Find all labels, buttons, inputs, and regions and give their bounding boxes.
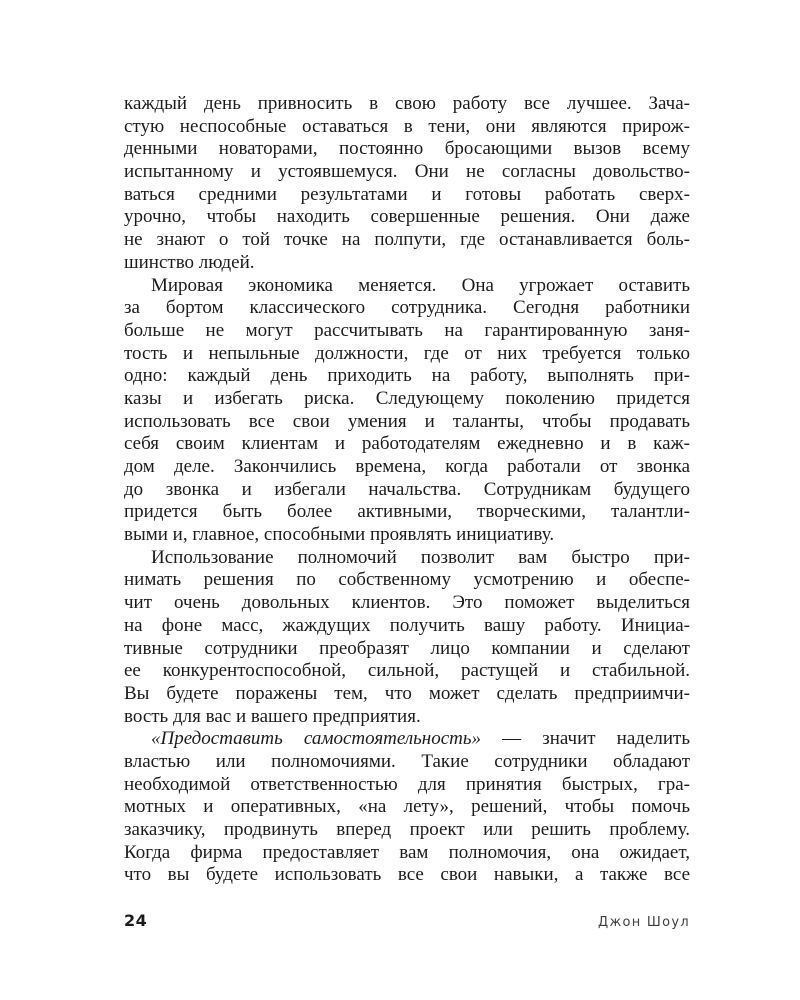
text-line: Мировая экономика меняется. Она угрожает оставить — [151, 274, 690, 296]
text-line: урочно, чтобы находить совершенные решения. Они даже — [124, 206, 690, 228]
text-line: заказчику, продвинуть вперед проект или решить проблему. — [124, 819, 690, 840]
text-block — [124, 93, 690, 887]
text-line: больше не могут рассчитывать на гарантированную заня- — [124, 319, 690, 341]
text-line: придется быть более активными, творческими, талантли- — [124, 501, 690, 523]
text-line: выми и, главное, способными проявлять инициативу. — [124, 524, 555, 546]
text-line: Вы будете поражены тем, что может сделать предприимчи- — [124, 682, 690, 704]
text-line: стую неспособные оставаться в тени, они являются прирож- — [124, 115, 690, 137]
text-line: необходимой ответственностью для принятия быстрых, гра- — [124, 773, 690, 795]
text-line: на фоне масс, жаждущих получить вашу работу. Инициа- — [124, 614, 690, 636]
page-number: 24 — [124, 911, 148, 930]
text-line: мотных и оперативных, «на лету», решений, чтобы помочь — [124, 796, 690, 818]
text-line: шинство людей. — [124, 251, 255, 273]
text-line: Когда фирма предоставляет вам полномочия, она ожидает, — [124, 841, 690, 863]
text-line: властью или полномочиями. Такие сотрудники обладают — [124, 750, 690, 772]
running-title-author: Джон Шоул — [597, 915, 690, 930]
text-segment: — значит наделить — [481, 728, 690, 750]
text-line: что вы будете использовать все свои навыки, а также все — [124, 864, 690, 886]
text-line: использовать все свои умения и таланты, чтобы продавать — [124, 410, 690, 432]
text-line: тивные сотрудники преобразят лицо компании и сделают — [124, 637, 690, 659]
text-line: за бортом классического сотрудника. Сегодня работники — [124, 297, 690, 319]
page-footer — [124, 911, 690, 930]
text-line: себя своим клиентам и работодателям ежедневно и в каж- — [124, 433, 690, 455]
text-line: дом деле. Закончились времена, когда работали от звонка — [124, 456, 690, 477]
text-line: нимать решения по собственному усмотрению и обеспе- — [124, 569, 690, 591]
paragraph — [124, 275, 690, 547]
text-line: тость и непыльные должности, где от них требуется только — [124, 342, 690, 364]
text-line: не знают о той точке на полпути, где останавливается боль- — [124, 229, 690, 251]
text-line: вость для вас и вашего предприятия. — [124, 705, 421, 727]
text-line — [124, 728, 690, 751]
paragraph — [124, 547, 690, 729]
text-line: каждый день привносить в свою работу все лучшее. Зача- — [124, 93, 690, 114]
text-line: ее конкурентоспособной, сильной, растущей и стабильной. — [124, 660, 690, 682]
paragraph — [124, 93, 690, 275]
text-line: испытанному и устоявшемуся. Они не согласны довольство- — [124, 161, 690, 183]
italic-phrase: «Предоставить самостоятельность» — [151, 728, 482, 750]
text-line: Использование полномочий позволит вам быстро при- — [151, 546, 690, 568]
text-line: чит очень довольных клиентов. Это поможет выделиться — [124, 592, 690, 614]
text-line: до звонка и избегали начальства. Сотрудникам будущего — [124, 478, 690, 500]
paragraph — [124, 728, 690, 887]
text-line: казы и избегать риска. Следующему поколению придется — [124, 387, 690, 409]
text-line: ваться средними результатами и готовы работать сверх- — [124, 183, 690, 205]
text-line: одно: каждый день приходить на работу, выполнять при- — [124, 365, 690, 387]
text-line: денными новаторами, постоянно бросающими вызов всему — [124, 138, 690, 160]
